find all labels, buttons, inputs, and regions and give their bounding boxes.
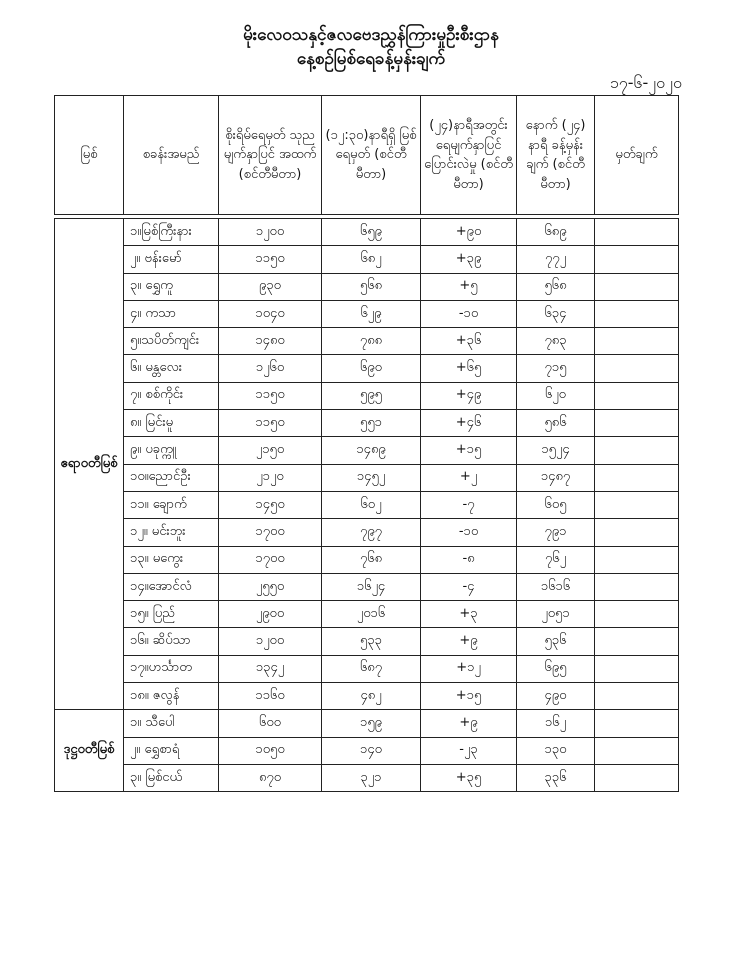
level-change: +၁၂ [421,655,517,682]
header-forecast-24h: နောက် (၂၄) နာရီ ခန့်မှန်းချက် (စင်တီမီတာ) [517,96,595,215]
level-change: +၃၉ [421,246,517,273]
level-change: -၁၀ [421,300,517,327]
table-row [55,546,679,573]
danger-level: ၂၅၅၀ [219,573,322,600]
table-row [55,273,679,300]
current-level: ၆၈၂ [322,246,421,273]
station-name: ၁၅။ ပြည် [124,601,219,628]
remarks-cell [595,300,679,327]
remarks-cell [595,546,679,573]
table-row [55,573,679,600]
current-level: ၆၀၂ [322,491,421,518]
forecast-level: ၆၂၀ [517,382,595,409]
danger-level: ၁၁၅၀ [219,246,322,273]
station-name: ၁၈။ ဇလွန် [124,683,219,710]
river-name: ဒုဋ္ဌဝတီမြစ် [55,710,124,792]
remarks-cell [595,437,679,464]
forecast-level: ၆၉၅ [517,655,595,682]
forecast-level: ၁၃၀ [517,737,595,764]
current-level: ၆၅၉ [322,219,421,246]
current-level: ၄၈၂ [322,683,421,710]
station-name: ၁၆။ ဆိပ်သာ [124,628,219,655]
current-level: ၁၄၈၉ [322,437,421,464]
station-name: ၂။ ရွှေစာရံ [124,737,219,764]
table-row [55,355,679,382]
level-change: +၆၅ [421,355,517,382]
header-change-24h: (၂၄)နာရီအတွင်း ရေမျက်နှာပြင် ပြောင်းလဲမှု (စင်တီမီတာ) [421,96,517,215]
forecast-level: ၁၅၂၄ [517,437,595,464]
table-header-row [55,96,679,215]
level-change: -၄ [421,573,517,600]
level-change: +၄၉ [421,382,517,409]
header-danger-level: စိုးရိမ်ရေမှတ် သုညမျက်နှာပြင် အထက် (စင်တီမီတာ) [219,96,322,215]
current-level: ၂၀၁၆ [322,601,421,628]
remarks-cell [595,573,679,600]
danger-level: ၁၇၀၀ [219,546,322,573]
table-row [55,519,679,546]
table-row [55,655,679,682]
page-title: မိုးလေဝသနှင့်ဇလဗေဒညွှန်ကြားမှုဦးစီးဌာန [243,25,499,45]
remarks-cell [595,519,679,546]
table-row [55,491,679,518]
forecast-level: ၁၄၈၇ [517,464,595,491]
forecast-level: ၄၉၀ [517,683,595,710]
current-level: ၅၆၈ [322,273,421,300]
remarks-cell [595,628,679,655]
level-change: +၄၆ [421,410,517,437]
station-name: ၁၄။အောင်လံ [124,573,219,600]
forecast-level: ၁၆၁၆ [517,573,595,600]
danger-level: ၁၁၅၀ [219,382,322,409]
danger-level: ၁၀၅၀ [219,737,322,764]
station-name: ၁၁။ ချောက် [124,491,219,518]
forecast-level: ၆၀၅ [517,491,595,518]
danger-level: ၁၇၀၀ [219,519,322,546]
remarks-cell [595,683,679,710]
level-change: +၉၀ [421,219,517,246]
header-river: မြစ် [55,96,124,215]
table-row [55,737,679,764]
forecast-level: ၂၀၅၁ [517,601,595,628]
danger-level: ၆၀၀ [219,710,322,737]
station-name: ၁၃။ မကွေး [124,546,219,573]
danger-level: ၁၀၄၀ [219,300,322,327]
station-name: ၈။ မြင်းမူ [124,410,219,437]
danger-level: ၁၄၅၀ [219,491,322,518]
danger-level: ၁၁၅၀ [219,410,322,437]
station-name: ၄။ ကသာ [124,300,219,327]
river-name: ဧရာဝတီမြစ် [55,219,124,710]
level-change: -၇ [421,491,517,518]
forecast-level: ၇၇၂ [517,246,595,273]
header-station: စခန်းအမည် [124,96,219,215]
level-change: +၁၅ [421,683,517,710]
danger-level: ၉၃၀ [219,273,322,300]
station-name: ၅။သပိတ်ကျင်း [124,328,219,355]
remarks-cell [595,491,679,518]
station-name: ၆။ မန္တလေး [124,355,219,382]
table-row [55,328,679,355]
table-row [55,437,679,464]
level-change: +၅ [421,273,517,300]
remarks-cell [595,464,679,491]
remarks-cell [595,355,679,382]
forecast-table [54,95,679,792]
level-change: +၃၆ [421,328,517,355]
danger-level: ၈၇၀ [219,764,322,791]
station-name: ၁၂။ မင်းဘူး [124,519,219,546]
remarks-cell [595,219,679,246]
current-level: ၃၂၁ [322,764,421,791]
forecast-level: ၁၆၂ [517,710,595,737]
forecast-level: ၇၉၁ [517,519,595,546]
station-name: ၃။ မြစ်ငယ် [124,764,219,791]
forecast-level: ၅၃၆ [517,628,595,655]
danger-level: ၁၂၀၀ [219,219,322,246]
remarks-cell [595,328,679,355]
current-level: ၆၂၉ [322,300,421,327]
current-level: ၆၈၇ [322,655,421,682]
current-level: ၇၈၈ [322,328,421,355]
danger-level: ၂၁၂၀ [219,464,322,491]
current-level: ၅၃၃ [322,628,421,655]
remarks-cell [595,273,679,300]
forecast-level: ၇၆၂ [517,546,595,573]
remarks-cell [595,764,679,791]
level-change: +၉ [421,710,517,737]
station-name: ၃။ ရွှေကူ [124,273,219,300]
station-name: ၁။ သီပေါ [124,710,219,737]
current-level: ၆၉၀ [322,355,421,382]
current-level: ၅၉၅ [322,382,421,409]
remarks-cell [595,737,679,764]
current-level: ၁၄၅၂ [322,464,421,491]
table-row [55,628,679,655]
station-name: ၇။ စစ်ကိုင်း [124,382,219,409]
remarks-cell [595,655,679,682]
table-row [55,464,679,491]
current-level: ၇၉၇ [322,519,421,546]
table-row [55,219,679,246]
current-level: ၁၄၀ [322,737,421,764]
report-date: ၁၇-၆-၂၀၂၀ [609,73,682,92]
danger-level: ၁၂၀၀ [219,628,322,655]
forecast-level: ၃၃၆ [517,764,595,791]
header-remarks: မှတ်ချက် [595,96,679,215]
danger-level: ၂၁၅၀ [219,437,322,464]
level-change: +၂ [421,464,517,491]
current-level: ၅၅၁ [322,410,421,437]
table-row [55,764,679,791]
table-row [55,601,679,628]
remarks-cell [595,710,679,737]
level-change: +၉ [421,628,517,655]
danger-level: ၁၄၈၀ [219,328,322,355]
remarks-cell [595,246,679,273]
level-change: -၈ [421,546,517,573]
station-name: ၁။မြစ်ကြီးနား [124,219,219,246]
danger-level: ၁၃၄၂ [219,655,322,682]
table-row [55,410,679,437]
station-name: ၁၇။ဟင်္သာတ [124,655,219,682]
forecast-level: ၇၈၃ [517,328,595,355]
level-change: +၃ [421,601,517,628]
level-change: -၁၀ [421,519,517,546]
level-change: +၃၅ [421,764,517,791]
table-row [55,710,679,737]
table-row [55,246,679,273]
level-change: -၂၃ [421,737,517,764]
current-level: ၁၆၂၄ [322,573,421,600]
current-level: ၁၅၉ [322,710,421,737]
table-row [55,382,679,409]
station-name: ၂။ ဗန်းမော် [124,246,219,273]
danger-level: ၂၉၀၀ [219,601,322,628]
station-name: ၁၀။ညောင်ဦး [124,464,219,491]
level-change: +၁၅ [421,437,517,464]
remarks-cell [595,410,679,437]
current-level: ၇၆၈ [322,546,421,573]
header-current-level: (၁၂:၃၀)နာရီရှိ မြစ်ရေမှတ် (စင်တီမီတာ) [322,96,421,215]
forecast-level: ၆၃၄ [517,300,595,327]
station-name: ၉။ ပခုက္ကူ [124,437,219,464]
forecast-level: ၇၁၅ [517,355,595,382]
forecast-level: ၅၈၆ [517,410,595,437]
forecast-level: ၅၆၈ [517,273,595,300]
danger-level: ၁၁၆၀ [219,683,322,710]
table-row [55,300,679,327]
page-subtitle: နေ့စဉ်မြစ်ရေခန့်မှန်းချက် [296,49,446,69]
remarks-cell [595,601,679,628]
danger-level: ၁၂၆၀ [219,355,322,382]
table-row [55,683,679,710]
forecast-level: ၆၈၉ [517,219,595,246]
remarks-cell [595,382,679,409]
